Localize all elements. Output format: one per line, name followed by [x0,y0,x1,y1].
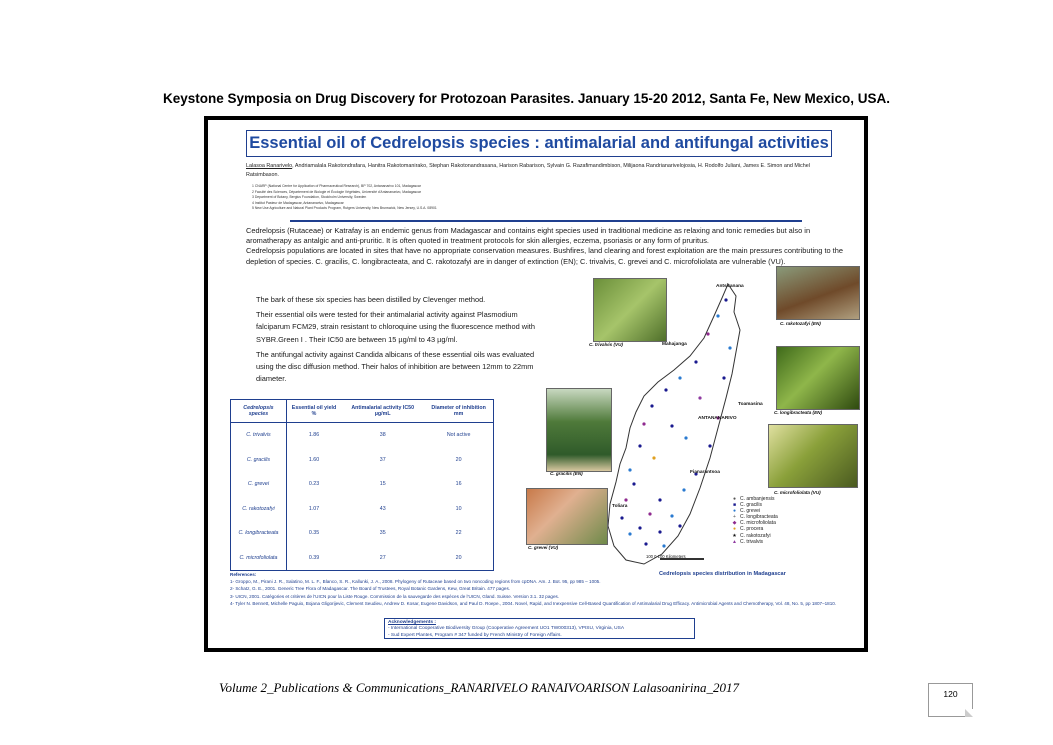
map-legend [732,496,778,545]
poster [204,116,868,652]
affiliation: 4 Institut Pasteur de Madagascar, Antananarivo, Madagascar [252,200,344,205]
photo-caption: C. trivalvis (VU) [589,342,623,347]
table-row [231,521,494,546]
map-label: Toamasina [738,402,763,407]
legend-label: C. grevei [740,508,761,515]
table-row [231,546,494,571]
species-cell: C. longibracteata [231,521,287,546]
methods-paragraph: The antifungal activity against Candida albicans of these essential oils was evaluated using the disc diffusion method. Their halos of inhibition are between 12mm to 22mm diameter. [256,349,535,384]
species-cell: C. microfoliolata [231,546,287,571]
intro-paragraph: Cedrelopsis (Rutaceae) or Katrafay is an endemic genus from Madagascar and contains eight species used in traditional medicine as relaxing and tonic remedies but also in aromatherapy as antalgic and anti-pruritic. It is often quoted in treatment protocols for skin allergies, eczema, psoriasis or any form of pruritus. [246,226,811,246]
methods-paragraph: The bark of these six species has been distilled by Clevenger method. [256,295,486,304]
yield-cell: 0.35 [308,530,320,537]
references [230,571,862,607]
photo-longibracteata [776,346,860,410]
conference-header: Keystone Symposia on Drug Discovery for Protozoan Parasites. January 15-20 2012, Santa Fe, New Mexico, USA. [162,91,890,106]
page-number: 120 [943,689,958,699]
table-row [231,472,494,497]
legend-marker-icon: ◆ [732,520,737,527]
map-label: Toliara [612,504,628,509]
photo-gracilis [546,388,612,472]
map-marker [678,376,681,379]
yield-cell: 1.86 [308,432,320,439]
inhibition-cell: 10 [455,505,462,512]
methods-paragraph: Their essential oils were tested for their antimalarial activity against Plasmodium falciparum FCM29, strain resistant to chloroquine using the fluorescence method with SYBR.Green I . Their IC50 are between 15 µg/ml to 43 µg/ml. [256,310,535,344]
photo-caption: C. microfoliolata (VU) [774,490,821,495]
legend-marker-icon: ● [732,526,737,533]
ic50-cell: 27 [379,554,386,561]
ack-heading: Acknowledgements : [388,620,436,625]
legend-label: C. rakotozafyi [740,532,771,539]
ic50-cell: 35 [379,530,386,537]
map-marker [652,456,655,459]
ic50-cell: 43 [379,505,386,512]
table-header: Cedrelopsis species [231,400,287,423]
ack-item: - Sud Expert Plantes, Program # 347 funded by French Ministry of Foreign Affairs. [388,632,562,638]
map-label: Antsiranana [716,284,744,289]
photo-caption: C. grevei (VU) [528,545,559,550]
table-row [231,448,494,473]
map-marker [642,422,645,425]
inhibition-cell: 20 [455,456,462,463]
map-marker [682,488,685,491]
map-scale-label: 100 0 100 Kilometers [646,554,686,559]
map-marker [628,532,631,535]
map-marker [694,360,697,363]
legend-marker-icon: ■ [732,502,737,509]
map-marker [648,512,651,515]
affiliation: 5 New Use Agriculture and Natural Plant Products Program, Rutgers University, New Brunswick, New Jersey, U.S.A. 08901 [252,206,437,211]
photo-caption: C. rakotozafyi (EN) [780,321,821,326]
map-marker [662,544,665,547]
table-header: Essential oil yield % [286,400,341,423]
poster-title: Essential oil of Cedrelopsis species : antimalarial and antifungal activities [246,130,832,157]
map-marker [632,482,635,485]
reference-item: 3- UICN, 2001. Catégories et critères de l'UICN pour la Liste Rouge. Commission de la sauvegarde des espèces de l'UICN, Gland. Suisse. Version 3.1. 32 pages. [230,593,560,599]
species-cell: C. trivalvis [231,423,287,448]
inhibition-cell: Not active [446,432,471,439]
ic50-cell: 37 [379,456,386,463]
legend-label: C. procera [740,526,764,533]
map-marker [670,424,673,427]
legend-marker-icon: + [733,514,736,521]
map-marker [716,314,719,317]
map-marker [698,396,701,399]
author-list [246,162,826,180]
legend-marker-icon: ▲ [732,538,737,545]
map-marker [724,298,727,301]
first-author: Lalasoa Ranarivelo [246,163,293,169]
table-header: Diameter of inhibition mm [424,400,493,423]
legend-label: C. longibracteata [740,514,778,521]
legend-marker-icon: ● [732,496,737,502]
map-marker [624,498,627,501]
table-header: Antimalarial activity IC50 µg/mL [341,400,424,423]
map-marker [670,514,673,517]
map-marker [638,526,641,529]
map-marker [620,516,623,519]
legend-label: C. ambanjensis [740,496,775,502]
reference-item: 2- Schatz, G. E., 2001. Generic Tree Flora of Madagascar. The Board of Trustees, Royal Botanic Gardens, Kew, Great Britain. 477 pages. [230,586,511,592]
map-marker [628,468,631,471]
affiliation: 3 Department of Botany, Bergius Foundation, Stockholm University, Sweden [252,195,367,200]
map-label: Mahajanga [662,342,687,347]
ack-item: - International Cooperative Biodiversity Group (Cooperative Agreement UO1 TW000313), VPISU, Virginia, USA [388,626,625,632]
inhibition-cell: 22 [455,530,462,537]
map-marker [728,346,731,349]
legend-marker-icon: ★ [732,532,737,539]
yield-cell: 1.07 [308,505,320,512]
reference-item: 4- Tyler N. Bennett, Michelle Paguio, Bojana Gligorijevic, Clement Seudieu, Andrew D. Kosar, Eugene Davidson, and Paul D. Roepe., 2004. Novel, Rapid, and Inexpensive Cell-Based Quantification of Antimalarial Drug Efficacy. Antimicrobial Agents and Chemotherapy, Vol. 48, No. 5, pp 1807–1810. [230,600,837,606]
map-caption: Cedrelopsis species distribution in Madagascar [659,571,786,577]
legend-item [732,539,778,545]
photo-grevei [526,488,608,545]
affiliation: 1 CNARP (National Centre for Application of Pharmaceutical Research), BP 702, Antananarivo 101, Madagascar [252,184,421,188]
photo-caption: C. longibracteata (EN) [774,410,822,415]
acknowledgements [384,618,695,639]
reference-item: 1- Groppo, M., Pirani J. R., Salatino, M. L. F., Blanco, S. R., Kallunki, J. A., 2008. Phylogeny of Rutaceae based on two noncoding regions from cpDNA. Am. J. Bot. 95, pp 985 – 1005. [230,579,601,585]
legend-marker-icon: ● [732,508,737,515]
co-authors: , Andriamalala Rakotondrafara, Hanitra Rakotomanirako, Stephan Rakotonandrasana, Harison Rabarison, Sylvain G. Razafimandimbison, Milijaona Randrianarivelojosia, H. Rodolfo Juliani, James E. Simon and Michel Ratsimbason. [246,163,810,178]
yield-cell: 1.60 [308,456,320,463]
intro-paragraph: Cedrelopsis populations are located in sites that have no appropriate conservation measures. Bushfires, land clearing and forest exploitation are the main pressures contributing to the depletion of species. C. gracilis, C. longibracteata, and C. rakotozafyi are in danger of extinction (EN); C. trivalvis, C. grevei and C. microfoliolata are vulnerable (VU). [246,246,843,266]
footer-text: Volume 2_Publications & Communications_RANARIVELO RANAIVOARISON Lalasoanirina_2017 [219,680,739,695]
legend-label: C. trivalvis [740,538,764,545]
map-marker [644,542,647,545]
methods-text [256,294,546,388]
map-marker [658,530,661,533]
map-marker [638,444,641,447]
section-divider [290,220,802,222]
table-row [231,423,494,448]
map-marker [708,444,711,447]
map-label: Fianarantsoa [690,470,720,475]
map-marker [650,404,653,407]
map-marker [678,524,681,527]
legend-label: C. microfoliolata [740,520,776,527]
page-number-box [928,683,973,717]
ic50-cell: 15 [379,481,386,488]
inhibition-cell: 16 [455,481,462,488]
map-marker [664,388,667,391]
introduction [246,226,852,267]
map-marker [658,498,661,501]
references-heading: References: [230,572,257,577]
page-fold-icon [965,709,973,717]
photo-rakotozafyi [776,266,860,320]
ic50-cell: 38 [379,432,386,439]
map-marker [706,332,709,335]
map-label: ANTANANARIVO [698,416,737,421]
results-table [230,399,494,571]
affiliations [252,184,672,212]
affiliation: 2 Faculté des Sciences, Département de Biologie et Écologie Végétales, Université d'Antananarivo, Madagascar [252,189,421,194]
species-cell: C. rakotozafyi [231,497,287,522]
legend-label: C. gracilis [740,502,762,509]
photo-trivalvis [593,278,667,342]
photo-microfoliolata [768,424,858,488]
yield-cell: 0.23 [308,481,320,488]
inhibition-cell: 20 [455,554,462,561]
map-marker [722,376,725,379]
photo-caption: C. gracilis (EN) [550,471,583,476]
species-cell: C. grevei [231,472,287,497]
table-header-row [231,400,494,423]
yield-cell: 0.39 [308,554,320,561]
map-marker [684,436,687,439]
table-row [231,497,494,522]
species-cell: C. gracilis [231,448,287,473]
